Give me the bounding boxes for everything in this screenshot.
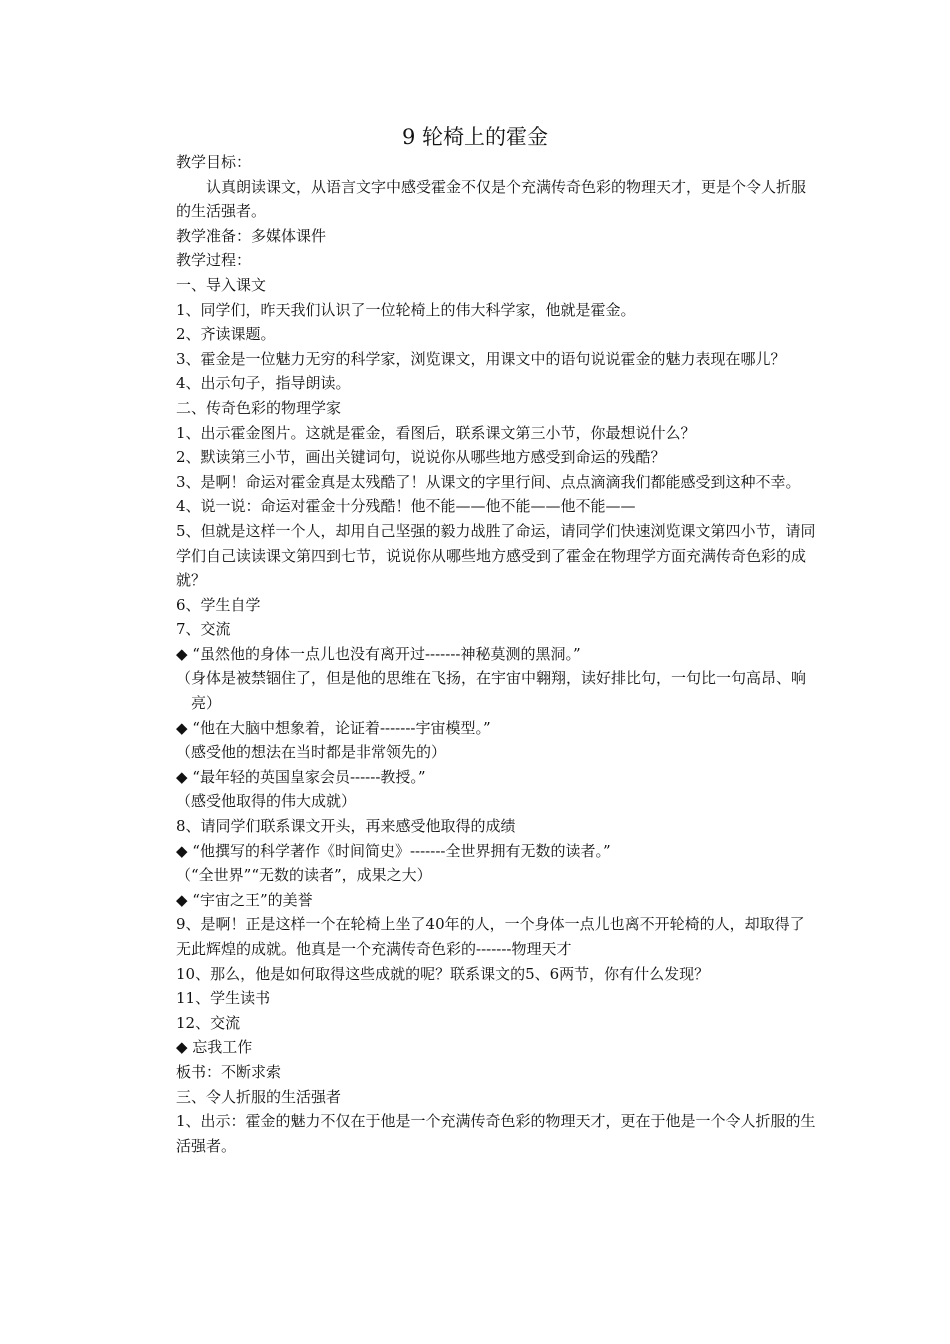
paragraph: 板书：不断求索 — [176, 1062, 282, 1081]
section-heading: 三、令人折服的生活强者 — [176, 1087, 342, 1106]
paragraph: 4、说一说：命运对霍金十分残酷！他不能——他不能——他不能—— — [176, 497, 636, 516]
paragraph: 8、请同学们联系课文开头，再来感受他取得的成绩 — [176, 817, 516, 836]
bullet-quote: ◆ “虽然他的身体一点儿也没有离开过-------神秘莫测的黑洞。” — [176, 644, 581, 663]
paragraph: 6、学生自学 — [176, 595, 261, 614]
paragraph: 10、那么，他是如何取得这些成就的呢？联系课文的5、6两节，你有什么发现？ — [176, 964, 710, 983]
section-heading: 教学准备：多媒体课件 — [176, 226, 327, 245]
paragraph: 4、出示句子，指导朗读。 — [176, 374, 351, 393]
bullet-quote: ◆ “他在大脑中想象着，论证着-------宇宙模型。” — [176, 718, 491, 737]
paragraph: 1、出示：霍金的魅力不仅在于他是一个充满传奇色彩的物理天才，更在于他是一个令人折服的生活强者。 — [176, 1112, 816, 1155]
bullet-item: ◆ 忘我工作 — [176, 1038, 253, 1057]
note: （感受他取得的伟大成就） — [176, 792, 357, 811]
document-title: 9 轮椅上的霍金 — [401, 125, 549, 149]
paragraph: 9、是啊！正是这样一个在轮椅上坐了40年的人，一个身体一点儿也离不开轮椅的人，却取得了无此辉煌的成就。他真是一个充满传奇色彩的-------物理天才 — [176, 915, 805, 958]
paragraph: 3、是啊！命运对霍金真是太残酷了！从课文的字里行间、点点滴滴我们都能感受到这种不幸。 — [176, 472, 801, 491]
note: （身体是被禁锢住了，但是他的思维在飞扬，在宇宙中翱翔，读好排比句，一句比一句高昂、响亮） — [176, 669, 807, 713]
note: （“全世界”“无数的读者”，成果之大） — [176, 866, 432, 885]
bullet-quote: ◆ “最年轻的英国皇家会员------教授。” — [176, 767, 426, 786]
paragraph: 1、出示霍金图片。这就是霍金，看图后，联系课文第三小节，你最想说什么？ — [176, 423, 696, 442]
section-heading: 教学过程： — [176, 251, 252, 270]
bullet-quote: ◆ “宇宙之王”的美誉 — [176, 890, 313, 909]
section-heading: 一、导入课文 — [176, 275, 267, 294]
paragraph: 12、交流 — [176, 1013, 241, 1032]
note: （感受他的想法在当时都是非常领先的） — [176, 743, 447, 762]
paragraph: 11、学生读书 — [176, 989, 271, 1008]
paragraph: 3、霍金是一位魅力无穷的科学家，浏览课文，用课文中的语句说说霍金的魅力表现在哪儿？ — [176, 349, 786, 368]
paragraph: 2、齐读课题。 — [176, 325, 276, 344]
paragraph: 7、交流 — [176, 620, 231, 639]
paragraph: 认真朗读课文，从语言文字中感受霍金不仅是个充满传奇色彩的物理天才，更是个令人折服的生活强者。 — [176, 177, 807, 221]
paragraph: 1、同学们，昨天我们认识了一位轮椅上的伟大科学家，他就是霍金。 — [176, 300, 636, 319]
bullet-quote: ◆ “他撰写的科学著作《时间简史》-------全世界拥有无数的读者。” — [176, 841, 611, 860]
paragraph: 2、默读第三小节，画出关键词句，说说你从哪些地方感受到命运的残酷？ — [176, 448, 666, 467]
section-heading: 二、传奇色彩的物理学家 — [176, 398, 342, 417]
section-heading: 教学目标： — [176, 153, 252, 171]
document-body — [176, 150, 816, 1158]
paragraph: 5、但就是这样一个人，却用自己坚强的毅力战胜了命运，请同学们快速浏览课文第四小节，请同学们自己读读课文第四到七节，说说你从哪些地方感受到了霍金在物理学方面充满传奇色彩的成就？ — [176, 521, 816, 590]
